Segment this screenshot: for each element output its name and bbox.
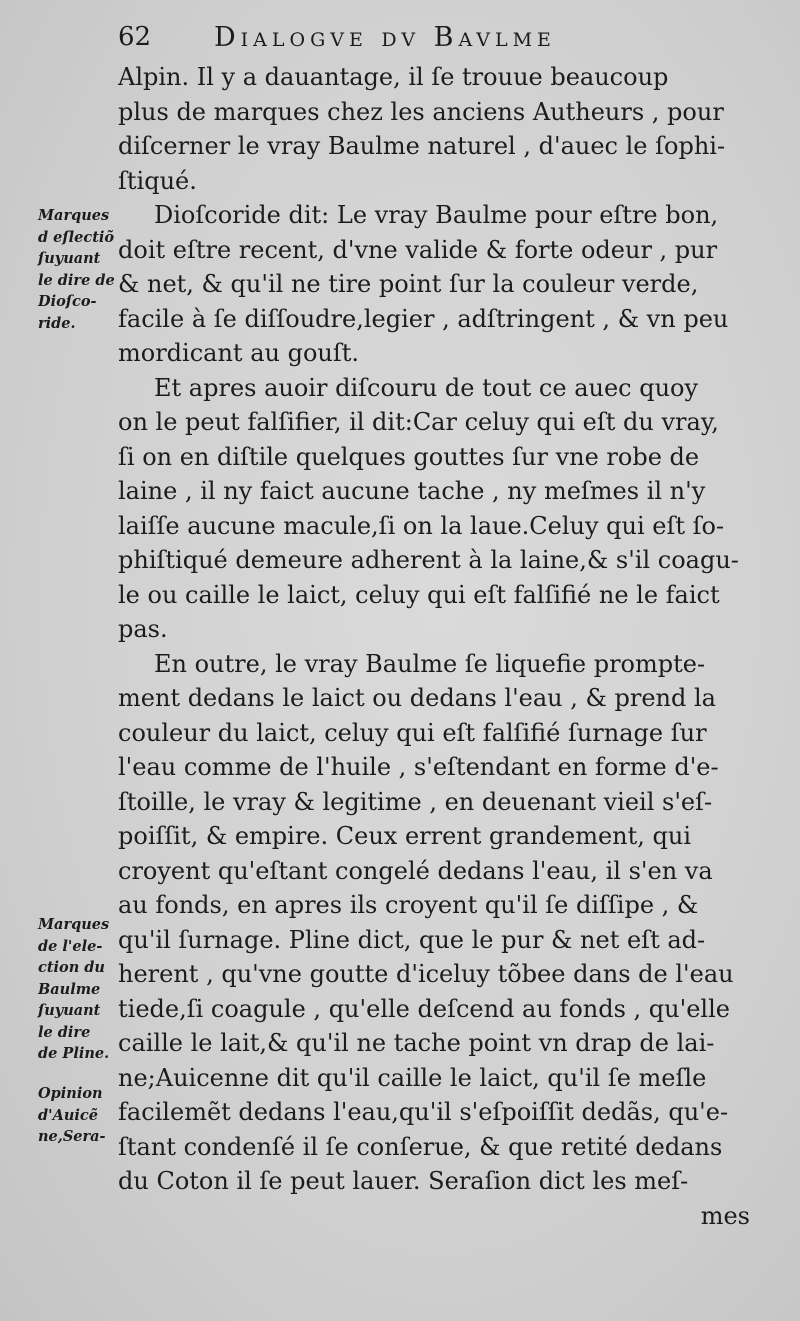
margin-note-line: le dire de xyxy=(38,271,115,289)
text-line: croyent qu'eſtant congelé dedans l'eau, il s'en va xyxy=(118,856,713,885)
text-line: couleur du laict, celuy qui eſt falſifié ſurnage ſur xyxy=(118,718,707,747)
text-line: mordicant au gouſt. xyxy=(118,339,360,367)
page-number: 62 xyxy=(118,22,152,52)
margin-note-line: ride. xyxy=(38,314,76,332)
margin-note-dioscoride xyxy=(0,205,130,334)
margin-note-line: ction du xyxy=(38,959,105,976)
text-line: facilemẽt dedans l'eau,qu'il s'eſpoiſſit dedãs, qu'e- xyxy=(118,1098,729,1126)
text-line: laiſſe aucune macule,ſi on la laue.Celuy qui eſt ſo- xyxy=(118,511,725,540)
margin-note-auicenne xyxy=(0,1083,130,1148)
text-line: pas. xyxy=(118,615,168,643)
margin-note-line: Baulme xyxy=(38,980,101,998)
text-line: En outre, le vray Baulme ſe liquefie prompte- xyxy=(154,649,706,678)
text-line: herent , qu'vne goutte d'iceluy tõbee dans de l'eau xyxy=(118,960,734,988)
text-line: phiſtiqué demeure adherent à la laine,& s'il coagu- xyxy=(118,546,739,574)
text-line: facile à ſe diſſoudre,legier , adſtringent , & vn peu xyxy=(118,304,729,333)
margin-note-line: d'Auicẽ xyxy=(38,1106,98,1124)
text-line: caille le lait,& qu'il ne tache point vn drap de lai- xyxy=(118,1029,715,1057)
margin-note-line: ſuyuant xyxy=(38,1002,101,1019)
text-line: ſi on en diſtile quelques gouttes ſur vne robe de xyxy=(118,442,700,471)
margin-note-line: le dire xyxy=(38,1023,91,1041)
text-line: laine , il ny faict aucune tache , ny meſmes il n'y xyxy=(118,477,706,505)
text-line: ſtoille, le vray & legitime , en deuenant vieil s'eſ- xyxy=(118,787,713,816)
text-line: ſtiqué. xyxy=(118,166,197,195)
margin-note-line: Marques xyxy=(38,207,110,224)
margin-note-line: Marques xyxy=(38,916,110,933)
text-line: Dioſcoride dit: Le vray Baulme pour eſtre bon, xyxy=(154,201,719,229)
running-title: Dialogve dv Bavlme xyxy=(214,22,556,53)
margin-note-line: ne,Sera- xyxy=(38,1128,106,1145)
text-line: ſtant condenſé il ſe conſerue, & que retité dedans xyxy=(118,1132,723,1161)
margin-note-line: de Pline. xyxy=(38,1045,110,1062)
text-line: diſcerner le vray Baulme naturel , d'auec le ſophi- xyxy=(118,132,726,160)
text-line: tiede,ſi coagule , qu'elle deſcend au fonds , qu'elle xyxy=(118,994,730,1023)
text-line: au fonds, en apres ils croyent qu'il ſe diſſipe , & xyxy=(118,891,699,919)
margin-note-pline xyxy=(0,914,130,1065)
margin-note-line: Opinion xyxy=(38,1085,103,1102)
text-line: le ou caille le laict, celuy qui eſt falſifié ne le faict xyxy=(118,580,720,609)
body-text xyxy=(118,60,750,1233)
margin-note-line: de l'ele- xyxy=(38,937,103,955)
margin-note-line: Dioſco- xyxy=(38,293,97,310)
margin-note-line: ſuyuant xyxy=(38,250,101,267)
text-line: on le peut falſifier, il dit:Car celuy qui eſt du vray, xyxy=(118,408,719,436)
text-line: Alpin. Il y a dauantage, il ſe trouue beaucoup xyxy=(118,63,669,91)
text-line: & net, & qu'il ne tire point ſur la couleur verde, xyxy=(118,270,699,298)
text-line: du Coton il ſe peut lauer. Seraſion dict les meſ- xyxy=(118,1167,689,1195)
text-line: l'eau comme de l'huile , s'eſtendant en forme d'e- xyxy=(118,753,719,781)
text-line: ne;Auicenne dit qu'il caille le laict, qu'il ſe meſle xyxy=(118,1063,707,1092)
text-line: mes xyxy=(700,1201,750,1230)
page-header xyxy=(118,22,758,62)
text-line: Et apres auoir diſcouru de tout ce auec quoy xyxy=(154,373,699,402)
text-line: qu'il ſurnage. Pline dict, que le pur & net eſt ad- xyxy=(118,925,706,954)
text-line: ment dedans le laict ou dedans l'eau , & prend la xyxy=(118,684,716,712)
text-line: plus de marques chez les anciens Autheurs , pour xyxy=(118,97,724,126)
text-line: doit eſtre recent, d'vne valide & forte odeur , pur xyxy=(118,235,718,264)
margin-note-line: d eſlectiõ xyxy=(38,228,115,246)
text-line: poiſſit, & empire. Ceux errent grandement, qui xyxy=(118,822,692,850)
